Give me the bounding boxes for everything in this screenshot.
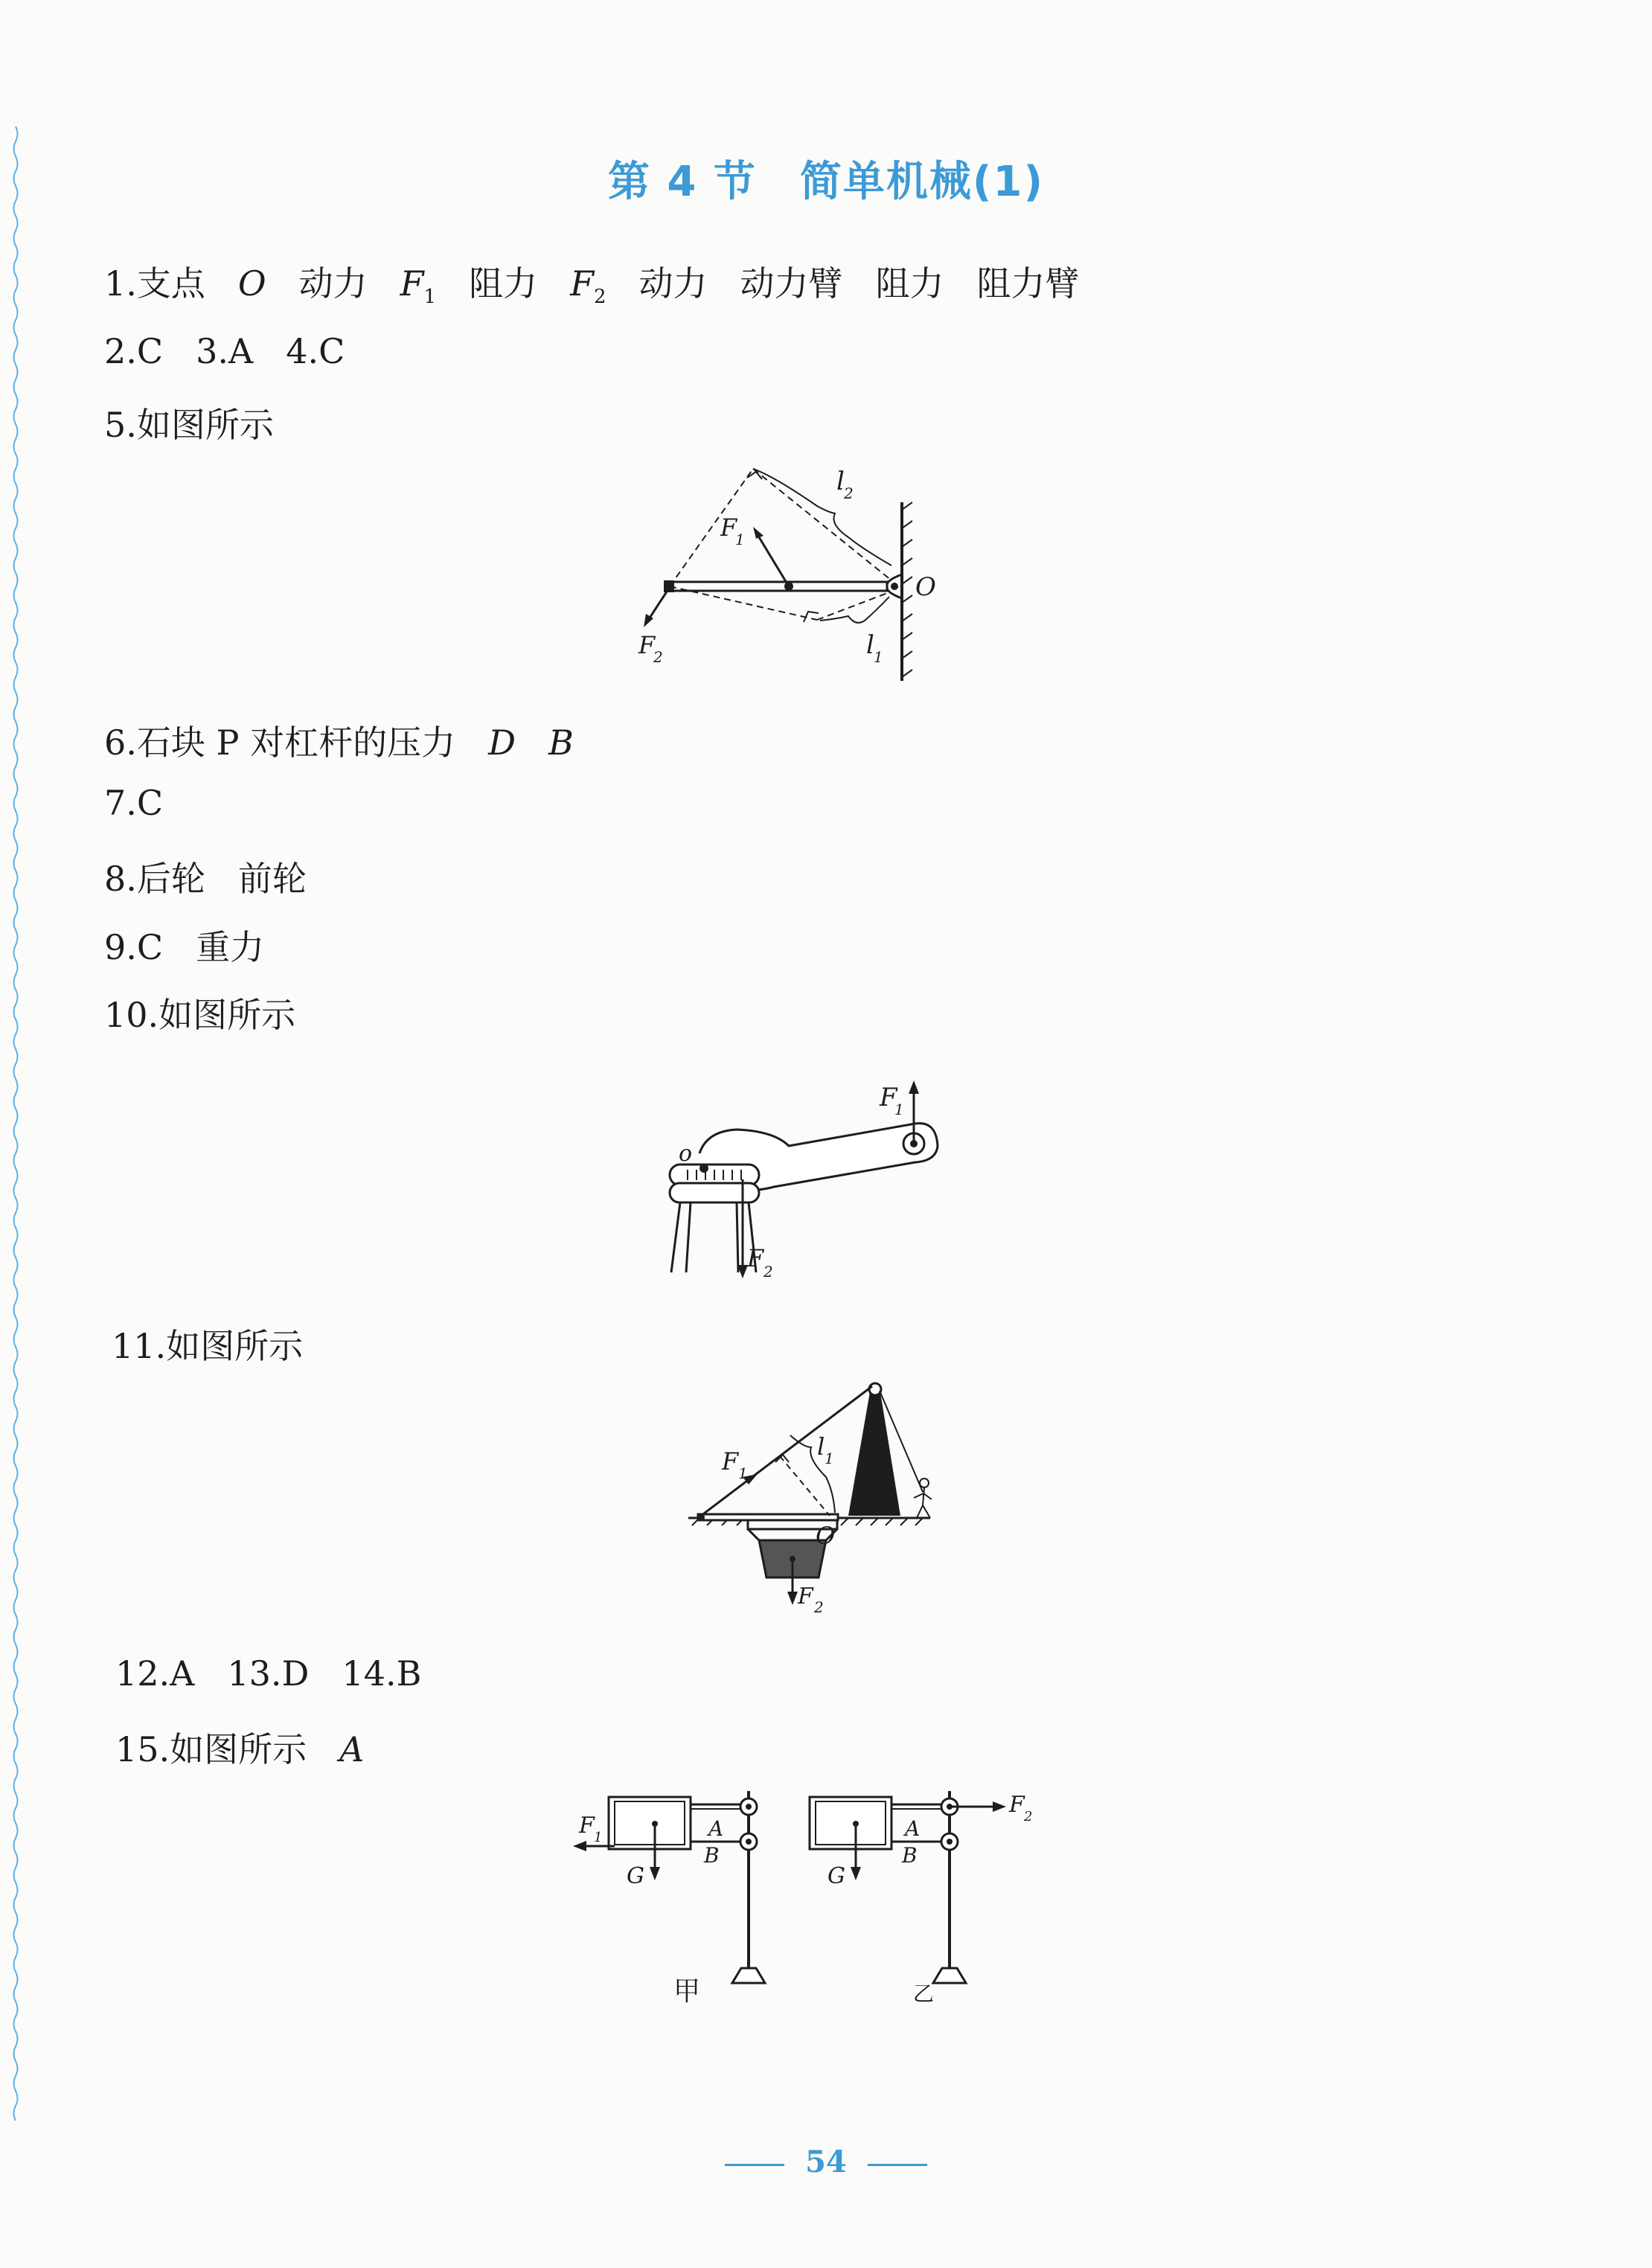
svg-text:A: A bbox=[905, 1816, 921, 1841]
svg-text:l: l bbox=[836, 467, 845, 496]
answer-15: 15.如图所示 A bbox=[115, 1729, 365, 1769]
svg-text:F: F bbox=[880, 1083, 897, 1112]
svg-text:G: G bbox=[627, 1863, 644, 1889]
svg-text:F: F bbox=[722, 1447, 739, 1476]
svg-text:A: A bbox=[708, 1816, 724, 1841]
svg-text:1: 1 bbox=[874, 648, 883, 666]
svg-text:F: F bbox=[747, 1244, 764, 1272]
svg-text:1: 1 bbox=[825, 1449, 834, 1467]
svg-text:B: B bbox=[704, 1843, 720, 1868]
page-number: 54 bbox=[0, 2144, 1652, 2179]
answer-7: 7.C bbox=[104, 783, 164, 823]
svg-text:G: G bbox=[827, 1863, 845, 1889]
answer-6: 6.石块 P 对杠杆的压力 D B bbox=[104, 723, 574, 763]
svg-text:1: 1 bbox=[735, 531, 745, 548]
figure-15-caption-jia: 甲 bbox=[673, 1976, 701, 2007]
svg-text:2: 2 bbox=[814, 1598, 824, 1616]
answer-1: 1.支点 O 动力 $F_1$ 阻力 $F_2$ 动力 动力臂 阻力 阻力臂 bbox=[104, 263, 1080, 308]
page-number-dash-left bbox=[725, 2164, 784, 2166]
answer-8: 8.后轮 前轮 bbox=[104, 859, 307, 899]
svg-text:F: F bbox=[638, 631, 656, 659]
svg-text:1: 1 bbox=[894, 1101, 904, 1118]
section-title: 第 4 节 简单机械(1) bbox=[607, 158, 1045, 206]
answer-11: 11.如图所示 bbox=[112, 1326, 304, 1366]
svg-text:2: 2 bbox=[763, 1263, 773, 1281]
svg-text:F: F bbox=[720, 513, 737, 542]
margin-wavy-line bbox=[10, 126, 21, 2121]
figure-15-caption-yi: 乙 bbox=[913, 1982, 935, 2006]
figure-10-wrench bbox=[655, 1049, 953, 1287]
svg-text:1: 1 bbox=[738, 1464, 748, 1482]
svg-text:F: F bbox=[1009, 1792, 1025, 1818]
answer-5: 5.如图所示 bbox=[104, 405, 274, 445]
svg-text:F: F bbox=[579, 1813, 595, 1839]
svg-text:F: F bbox=[798, 1583, 813, 1609]
figure-11-drawbridge bbox=[677, 1373, 960, 1618]
page-number-dash-right bbox=[868, 2164, 927, 2166]
answers-12-14: 12.A 13.D 14.B bbox=[115, 1653, 422, 1694]
svg-text:O: O bbox=[915, 572, 936, 602]
svg-text:1: 1 bbox=[594, 1830, 603, 1845]
svg-text:o: o bbox=[679, 1141, 693, 1167]
svg-text:l: l bbox=[866, 630, 874, 660]
svg-text:l: l bbox=[817, 1432, 825, 1461]
figure-15-cabinet-stands bbox=[573, 1782, 1064, 2013]
svg-text:O: O bbox=[816, 1522, 836, 1550]
svg-text:B: B bbox=[902, 1843, 918, 1868]
answers-2-4: 2.C 3.A 4.C bbox=[104, 331, 345, 371]
answer-10: 10.如图所示 bbox=[104, 995, 296, 1035]
answer-9: 9.C 重力 bbox=[104, 927, 265, 967]
svg-text:2: 2 bbox=[653, 648, 663, 666]
svg-text:2: 2 bbox=[844, 484, 854, 502]
svg-text:2: 2 bbox=[1024, 1809, 1033, 1825]
figure-5-lever bbox=[625, 454, 967, 692]
